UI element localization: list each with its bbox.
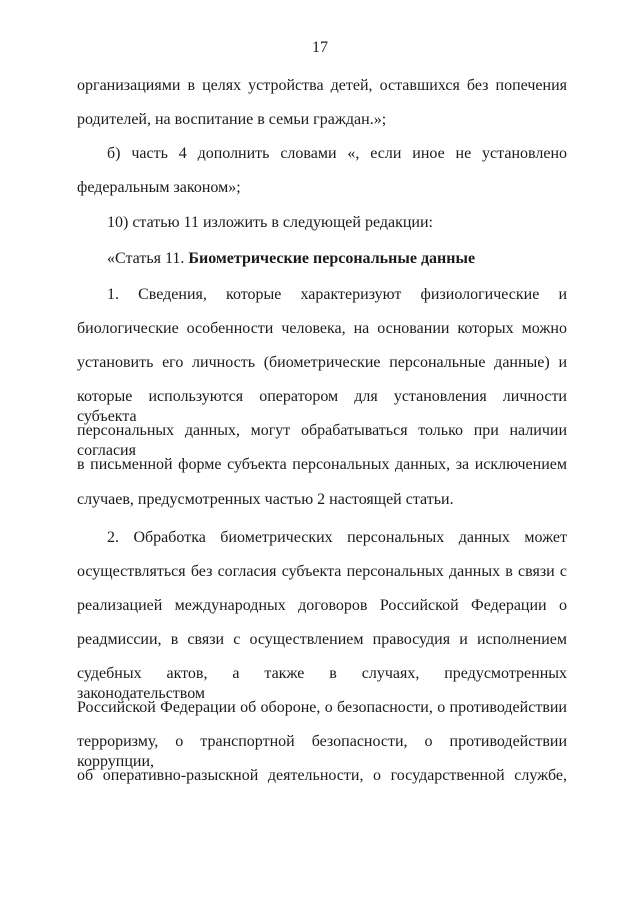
text-line: Российской Федерации об обороне, о безопасности, о противодействии: [77, 699, 567, 716]
article-heading-title: Биометрические персональные данные: [188, 250, 476, 267]
text-line: осуществляться без согласия субъекта персональных данных в связи с: [77, 563, 567, 580]
text-line: 2. Обработка биометрических персональных данных может: [107, 529, 567, 546]
text-line: биологические особенности человека, на основании которых можно: [77, 320, 567, 337]
article-heading-prefix: «Статья 11.: [107, 250, 185, 267]
text-line: 1. Сведения, которые характеризуют физиологические и: [107, 286, 567, 303]
text-line: реадмиссии, в связи с осуществлением правосудия и исполнением: [77, 631, 567, 648]
page-number: 17: [312, 39, 328, 56]
article-heading: [107, 249, 567, 269]
text-line: 10) статью 11 изложить в следующей редакции:: [107, 214, 433, 231]
text-line: персональных данных, могут обрабатываться только при наличии согласия: [77, 422, 567, 459]
text-line: установить его личность (биометрические персональные данные) и: [77, 354, 567, 371]
text-line: б) часть 4 дополнить словами «, если иное не установлено: [107, 145, 567, 162]
text-line: терроризму, о транспортной безопасности, о противодействии коррупции,: [77, 733, 567, 770]
text-line: которые используются оператором для установления личности субъекта: [77, 388, 567, 425]
text-line: судебных актов, а также в случаях, предусмотренных законодательством: [77, 665, 567, 702]
text-line: родителей, на воспитание в семьи граждан.»;: [77, 111, 387, 128]
text-line: в письменной форме субъекта персональных данных, за исключением: [77, 456, 567, 473]
text-line: организациями в целях устройства детей, оставшихся без попечения: [77, 77, 567, 94]
text-line: федеральным законом»;: [77, 179, 241, 196]
text-line: реализацией международных договоров Российской Федерации о: [77, 597, 567, 614]
text-line: случаев, предусмотренных частью 2 настоящей статьи.: [77, 491, 454, 508]
text-line: об оперативно-разыскной деятельности, о государственной службе,: [77, 767, 567, 784]
